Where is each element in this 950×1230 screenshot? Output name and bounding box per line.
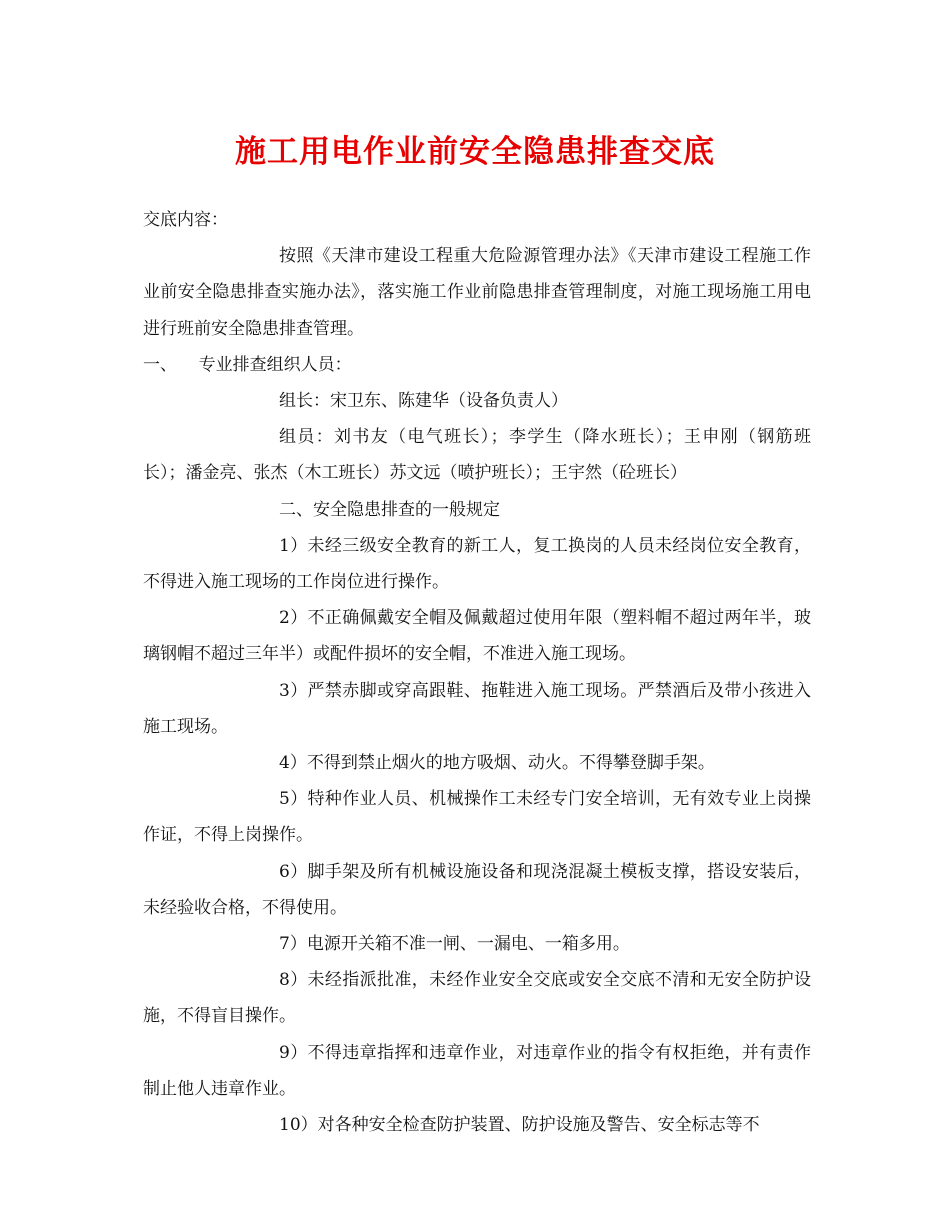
rule-item: 9）不得违章指挥和违章作业，对违章作业的指令有权拒绝，并有责作制止他人违章作业。 bbox=[143, 1042, 811, 1099]
rule-item: 1）未经三级安全教育的新工人，复工换岗的人员未经岗位安全教育，不得进入施工现场的工作岗位进行操作。 bbox=[143, 535, 811, 593]
section-heading-rules: 二、安全隐患排查的一般规定 bbox=[279, 499, 500, 520]
rule-item: 5）特种作业人员、机械操作工未经专门安全培训，无有效专业上岗操作证，不得上岗操作。 bbox=[143, 789, 811, 846]
rule-item: 2）不正确佩戴安全帽及佩戴超过使用年限（塑料帽不超过两年半，玻璃钢帽不超过三年半）或配件损坏的安全帽，不准进入施工现场。 bbox=[143, 608, 811, 665]
content-label: 交底内容： bbox=[143, 210, 228, 230]
rule-item: 8）未经指派批准，未经作业安全交底或安全交底不清和无安全防护设施，不得盲目操作。 bbox=[143, 970, 811, 1027]
team-members-paragraph: 组员：刘书友（电气班长）；李学生（降水班长）；王申刚（钢筋班长）；潘金亮、张杰（木工班长）苏文远（喷护班长）；王宇然（砼班长） bbox=[143, 427, 811, 484]
document-title: 施工用电作业前安全隐患排查交底 bbox=[235, 134, 715, 170]
rule-item: 10）对各种安全检查防护装置、防护设施及警告、安全标志等不 bbox=[279, 1115, 760, 1136]
rule-item: 7）电源开关箱不准一闸、一漏电、一箱多用。 bbox=[279, 934, 630, 955]
rule-item: 3）严禁赤脚或穿高跟鞋、拖鞋进入施工现场。严禁酒后及带小孩进入施工现场。 bbox=[143, 680, 811, 737]
rule-item: 6）脚手架及所有机械设施设备和现浇混凝土模板支撑，搭设安装后，未经验收合格，不得使用。 bbox=[143, 861, 811, 918]
section-heading-personnel: 一、 专业排查组织人员： bbox=[143, 354, 352, 375]
rule-item: 4）不得到禁止烟火的地方吸烟、动火。不得攀登脚手架。 bbox=[279, 753, 715, 774]
intro-paragraph: 按照《天津市建设工程重大危险源管理办法》《天津市建设工程施工作业前安全隐患排查实施办法》，落实施工作业前隐患排查管理制度，对施工现场施工用电进行班前安全隐患排查管理。 bbox=[143, 246, 811, 339]
team-leader-line: 组长：宋卫东、陈建华（设备负责人） bbox=[279, 391, 568, 412]
document-body bbox=[143, 202, 811, 1143]
